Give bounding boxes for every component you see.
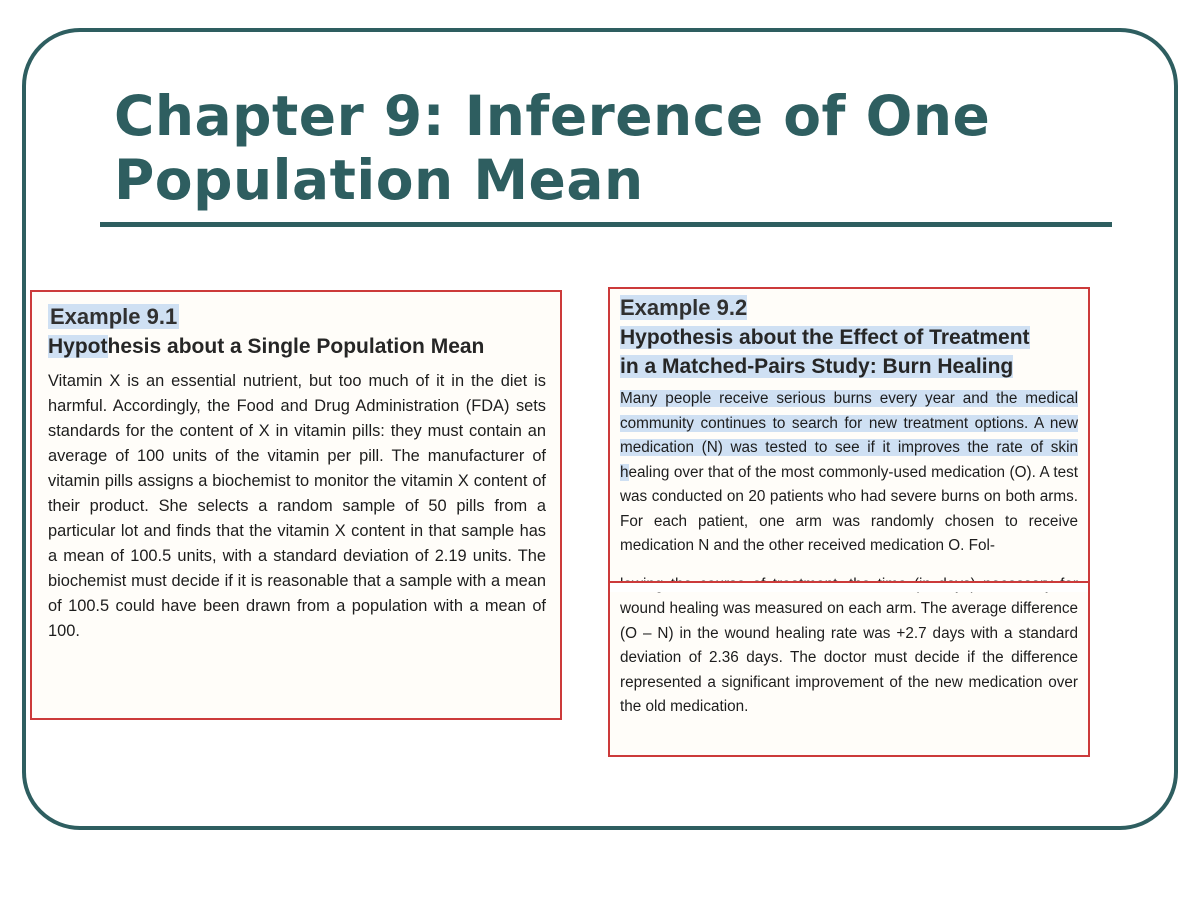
slide-title: Chapter 9: Inference of One Population Mean — [114, 84, 991, 212]
example-9-2-body-highlight: Many people receive serious burns every year and the medical community continues to search for new treatment options. A new medication (N) was tested to see if it improves the rate of skin h — [620, 390, 1078, 481]
example-9-2-box — [608, 287, 1090, 757]
example-9-2-number: Example 9.2 — [620, 295, 748, 320]
example-9-1-heading-highlight: Hypot — [48, 335, 108, 358]
title-divider — [100, 222, 1112, 227]
example-9-1-box — [30, 290, 562, 720]
example-9-2-heading-line2: in a Matched-Pairs Study: Burn Healing — [620, 355, 1014, 378]
example-9-1-body: Vitamin X is an essential nutrient, but too much of it in the diet is harmful. Accordingly, the Food and Drug Administration (FDA) sets standards for the content of X in vitamin pills: they must contain an average of 100 units of the vitamin per pill. The manufacturer of vitamin pills assigns a biochemist to monitor the vitamin X content of their product. She selects a random sample of 50 pills from a particular lot and finds that the vitamin X content in that sample has a mean of 100.5 units, with a standard deviation of 2.19 units. The biochemist must decide if it is reasonable that a sample with a mean of 100.5 could have been drawn from a population with a mean of 100. — [48, 372, 546, 640]
page-break-divider — [608, 581, 1090, 583]
example-9-1-heading — [48, 332, 546, 361]
example-9-2-heading — [620, 323, 1078, 381]
example-9-1-heading-rest: hesis about a Single Population Mean — [107, 335, 485, 358]
example-9-2-body-part1 — [620, 387, 1078, 559]
example-9-2-heading-line1: Hypothesis about the Effect of Treatment — [620, 326, 1030, 349]
page-gap — [610, 582, 1088, 592]
example-9-2-body-rest: ealing over that of the most commonly-used medication (O). A test was conducted on 20 patients who had severe burns on both arms. For each patient, one arm was randomly chosen to receive medication N and the other received medication O. Fol- — [620, 463, 1078, 554]
example-9-1-number: Example 9.1 — [50, 304, 178, 329]
example-9-2-body-part2: wound healing was measured on each arm. The average difference (O – N) in the wound healing rate was +2.7 days with a standard deviation of 2.36 days. The doctor must decide if the difference represented a significant improvement of the new medication over the old medication. — [620, 600, 1078, 715]
